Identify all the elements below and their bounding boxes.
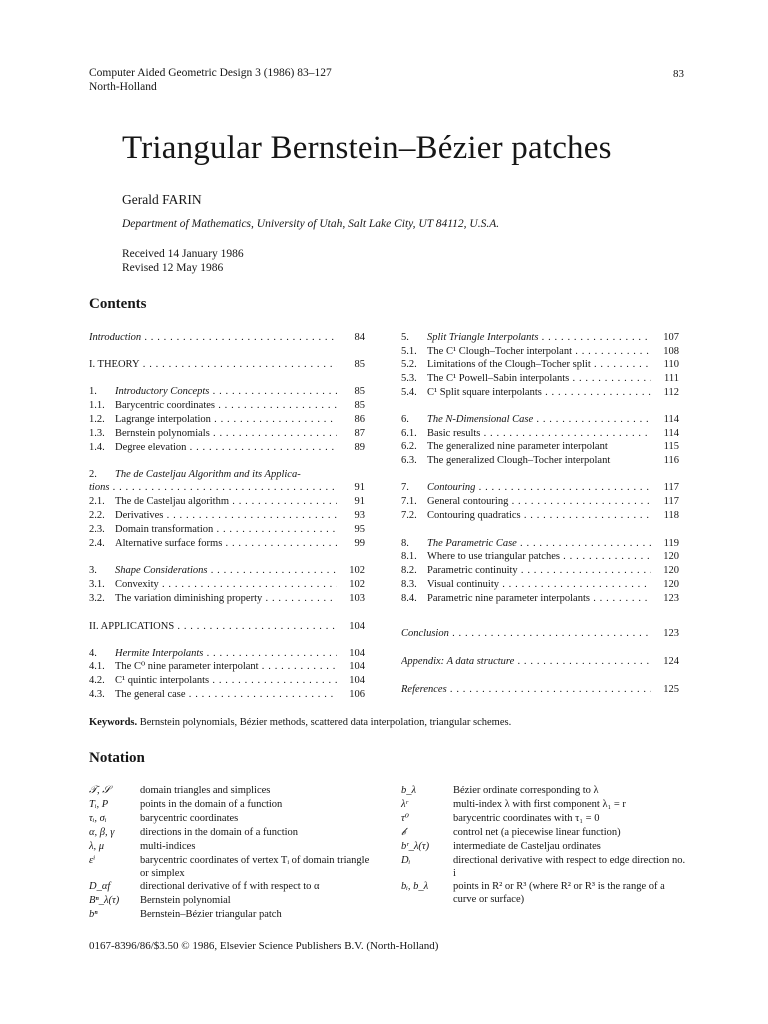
toc-entry [89, 620, 365, 633]
toc-leader-dots [518, 565, 651, 576]
toc-entry-page: 123 [663, 628, 679, 639]
toc-entry-title: The variation diminishing property [115, 593, 263, 604]
toc-entry-title: Visual continuity [427, 579, 499, 590]
toc-entry-title: Introductory Concepts [115, 386, 210, 397]
toc-leader-dots [449, 628, 651, 639]
notation-symbol: bᵢ, b_λ [401, 881, 429, 892]
notation-symbol: 𝒯, 𝒮 [89, 785, 111, 796]
toc-entry [401, 481, 677, 494]
notation-symbol: D_αf [89, 881, 111, 892]
toc-entry-number: 5. [401, 332, 409, 343]
toc-entry-page: 95 [354, 524, 365, 535]
notation-description: points in the domain of a function [140, 799, 283, 810]
toc-entry-page: 117 [663, 496, 679, 507]
toc-entry-number: 1.4. [89, 442, 105, 453]
toc-entry-page: 116 [663, 455, 679, 466]
toc-entry-number: 4.2. [89, 675, 105, 686]
toc-entry-page: 91 [354, 482, 365, 493]
toc-entry-page: 85 [354, 400, 365, 411]
toc-entry-title: Split Triangle Interpolants [427, 332, 539, 343]
toc-leader-dots [542, 387, 651, 398]
toc-entry [401, 550, 677, 563]
toc-entry-page: 103 [349, 593, 365, 604]
toc-leader-dots [447, 684, 651, 695]
toc-entry-title: The generalized nine parameter interpolant [427, 441, 608, 452]
notation-description: directional derivative with respect to edge direction no. i [453, 855, 686, 879]
toc-entry [401, 627, 677, 640]
notation-description: multi-index λ with first component λ₁ = r [453, 799, 626, 810]
toc-entry [401, 537, 677, 550]
toc-entry-number: 2.2. [89, 510, 105, 521]
toc-entry-title: Introduction [89, 332, 142, 343]
toc-entry [401, 386, 677, 399]
toc-leader-dots [572, 346, 651, 357]
toc-entry [89, 564, 365, 577]
toc-entry-page: 106 [349, 689, 365, 700]
toc-entry [401, 564, 677, 577]
toc-leader-dots [203, 648, 337, 659]
toc-entry-page: 114 [663, 414, 679, 425]
toc-entry-page: 102 [349, 579, 365, 590]
notation-symbol: α, β, γ [89, 827, 115, 838]
toc-entry-page: 104 [349, 648, 365, 659]
notation-symbol: Bⁿ_λ(τ) [89, 895, 120, 906]
toc-entry-title: Lagrange interpolation [115, 414, 211, 425]
received-date: Received 14 January 1986 [122, 248, 244, 260]
toc-entry [401, 427, 677, 440]
notation-description: domain triangles and simplices [140, 785, 271, 796]
toc-leader-dots [517, 538, 651, 549]
journal-line-1: Computer Aided Geometric Design 3 (1986) 83–127 [89, 67, 332, 79]
toc-entry-title: Convexity [115, 579, 159, 590]
toc-leader-dots [533, 414, 651, 425]
toc-entry-number: 4.1. [89, 661, 105, 672]
toc-entry [89, 688, 365, 701]
toc-entry-title: Hermite Interpolants [115, 648, 204, 659]
toc-entry-page: 86 [354, 414, 365, 425]
toc-entry-number: 8.1. [401, 551, 417, 562]
toc-entry [89, 537, 365, 550]
toc-leader-dots [141, 332, 337, 343]
toc-entry-title: References [401, 684, 447, 695]
toc-entry-title: The general case [115, 689, 186, 700]
notation-description: Bézier ordinate corresponding to λ [453, 785, 599, 796]
toc-entry [401, 592, 677, 605]
notation-symbol: εⁱ [89, 855, 96, 866]
toc-entry-number: 8.2. [401, 565, 417, 576]
toc-leader-dots [508, 496, 651, 507]
toc-entry-title: tions [89, 482, 110, 493]
toc-entry [89, 674, 365, 687]
toc-leader-dots [186, 689, 337, 700]
toc-entry-page: 89 [354, 442, 365, 453]
toc-entry-number: 6.3. [401, 455, 417, 466]
toc-leader-dots [209, 675, 337, 686]
toc-leader-dots [163, 510, 337, 521]
toc-entry [89, 358, 365, 371]
toc-entry-page: 119 [663, 538, 679, 549]
notation-symbol: λʳ [401, 799, 408, 810]
author-name: Gerald FARIN [122, 192, 202, 207]
toc-entry-page: 111 [664, 373, 679, 384]
notation-symbol: b_λ [401, 785, 417, 796]
toc-entry-number: 6.2. [401, 441, 417, 452]
toc-entry-title: Basic results [427, 428, 481, 439]
toc-entry-page: 117 [663, 482, 679, 493]
toc-entry-page: 93 [354, 510, 365, 521]
notation-description: barycentric coordinates [140, 813, 239, 824]
toc-entry [89, 509, 365, 522]
toc-entry-number: 8. [401, 538, 409, 549]
toc-entry [401, 578, 677, 591]
toc-entry-page: 87 [354, 428, 365, 439]
toc-entry-title: Domain transformation [115, 524, 214, 535]
toc-entry-title: II. APPLICATIONS [89, 621, 175, 632]
toc-entry-number: 7.2. [401, 510, 417, 521]
toc-entry-page: 85 [354, 359, 365, 370]
toc-entry [89, 495, 365, 508]
toc-entry-page: 104 [349, 621, 365, 632]
copyright-footer: 0167-8396/86/$3.50 © 1986, Elsevier Science Publishers B.V. (North-Holland) [89, 940, 439, 952]
toc-entry-page: 112 [663, 387, 679, 398]
toc-entry-number: 1.2. [89, 414, 105, 425]
toc-entry-title: Shape Considerations [115, 565, 208, 576]
toc-leader-dots [499, 579, 651, 590]
toc-entry-number: 4. [89, 648, 97, 659]
notation-heading: Notation [89, 750, 145, 766]
toc-entry [401, 454, 677, 467]
toc-entry [89, 578, 365, 591]
toc-entry-number: 2.4. [89, 538, 105, 549]
toc-leader-dots [213, 524, 337, 535]
toc-entry-title: I. THEORY [89, 359, 140, 370]
toc-entry-title: The C¹ Powell–Sabin interpolants [427, 373, 570, 384]
toc-leader-dots [140, 359, 337, 370]
toc-entry-title: Appendix: A data structure [401, 656, 515, 667]
toc-entry-number: 7.1. [401, 496, 417, 507]
toc-entry-title: Conclusion [401, 628, 449, 639]
toc-leader-dots [229, 496, 337, 507]
toc-entry [401, 440, 677, 453]
toc-entry-number: 2.1. [89, 496, 105, 507]
notation-description: points in R² or R³ (where R² or R³ is the range of a curve or surface) [453, 881, 665, 905]
toc-entry-page: 108 [663, 346, 679, 357]
toc-entry [401, 655, 677, 668]
toc-leader-dots [521, 510, 651, 521]
toc-entry-title: The de Casteljau algorithm [115, 496, 230, 507]
notation-description: barycentric coordinates with τ₁ = 0 [453, 813, 600, 824]
toc-leader-dots [159, 579, 337, 590]
toc-leader-dots [207, 565, 337, 576]
notation-symbol: τᵢ, σᵢ [89, 813, 107, 824]
toc-entry [89, 331, 365, 344]
journal-citation [89, 66, 332, 94]
toc-entry-title: The N-Dimensional Case [427, 414, 534, 425]
toc-entry-page: 125 [663, 684, 679, 695]
toc-leader-dots [514, 656, 651, 667]
toc-entry [89, 647, 365, 660]
toc-entry-title: Bernstein polynomials [115, 428, 210, 439]
toc-entry-number: 3.1. [89, 579, 105, 590]
toc-entry-number: 5.4. [401, 387, 417, 398]
toc-entry [401, 331, 677, 344]
toc-leader-dots [590, 593, 651, 604]
toc-leader-dots [209, 386, 337, 397]
toc-entry-number: 1.3. [89, 428, 105, 439]
toc-entry-number: 7. [401, 482, 409, 493]
toc-entry-title: Alternative surface forms [115, 538, 223, 549]
notation-description: multi-indices [140, 841, 196, 852]
toc-entry-page: 120 [663, 579, 679, 590]
toc-entry [89, 413, 365, 426]
page-number: 83 [673, 68, 684, 80]
keywords-label: Keywords. [89, 717, 138, 728]
toc-entry-page: 124 [663, 656, 679, 667]
toc-entry [89, 468, 365, 481]
toc-leader-dots [262, 593, 337, 604]
notation-symbol: τ⁰ [401, 813, 409, 824]
notation-symbol: 𝒷 [401, 827, 406, 838]
toc-entry-page: 115 [663, 441, 679, 452]
notation-description: control net (a piecewise linear function) [453, 827, 621, 838]
toc-leader-dots [538, 332, 651, 343]
contents-heading: Contents [89, 296, 147, 312]
toc-leader-dots [109, 482, 337, 493]
toc-entry-page: 104 [349, 661, 365, 672]
paper-title: Triangular Bernstein–Bézier patches [122, 130, 612, 166]
toc-entry-title: The generalized Clough–Tocher interpolant [427, 455, 611, 466]
notation-description: intermediate de Casteljau ordinates [453, 841, 601, 852]
toc-entry-page: 114 [663, 428, 679, 439]
toc-entry-number: 5.1. [401, 346, 417, 357]
toc-entry [401, 372, 677, 385]
toc-entry-page: 118 [663, 510, 679, 521]
toc-entry-number: 8.4. [401, 593, 417, 604]
toc-entry [401, 345, 677, 358]
submission-dates [122, 247, 244, 275]
notation-symbol: bⁿ [89, 909, 98, 920]
toc-entry-number: 2.3. [89, 524, 105, 535]
toc-entry [89, 441, 365, 454]
toc-entry-number: 2. [89, 469, 97, 480]
toc-entry-number: 8.3. [401, 579, 417, 590]
toc-entry-page: 110 [663, 359, 679, 370]
toc-entry-number: 6.1. [401, 428, 417, 439]
toc-entry-page: 120 [663, 551, 679, 562]
toc-entry-page: 84 [354, 332, 365, 343]
toc-entry-number: 1.1. [89, 400, 105, 411]
keywords-text: Bernstein polynomials, Bézier methods, scattered data interpolation, triangular schemes. [139, 717, 512, 728]
toc-entry-title: The de Casteljau Algorithm and its Applica- [115, 469, 301, 480]
toc-leader-dots [210, 428, 337, 439]
toc-entry-title: Contouring [427, 482, 476, 493]
toc-entry [89, 660, 365, 673]
keywords [89, 717, 511, 728]
toc-entry-title: C¹ quintic interpolants [115, 675, 210, 686]
toc-entry-title: Where to use triangular patches [427, 551, 560, 562]
toc-entry-title: The C⁰ nine parameter interpolant [115, 661, 259, 672]
notation-symbol: bʳ_λ(τ) [401, 841, 430, 852]
author-affiliation: Department of Mathematics, University of Utah, Salt Lake City, UT 84112, U.S.A. [122, 218, 500, 230]
toc-entry [401, 413, 677, 426]
revised-date: Revised 12 May 1986 [122, 262, 224, 274]
toc-entry-title: General contouring [427, 496, 509, 507]
toc-leader-dots [215, 400, 337, 411]
toc-entry-title: The C¹ Clough–Tocher interpolant [427, 346, 573, 357]
notation-description: directions in the domain of a function [140, 827, 299, 838]
toc-entry [89, 385, 365, 398]
toc-entry-number: 3.2. [89, 593, 105, 604]
toc-entry [401, 495, 677, 508]
toc-entry-number: 5.2. [401, 359, 417, 370]
toc-entry-title: Parametric nine parameter interpolants [427, 593, 590, 604]
notation-description: Bernstein–Bézier triangular patch [140, 909, 282, 920]
notation-description: barycentric coordinates of vertex Tᵢ of domain triangle or simplex [140, 855, 370, 879]
journal-line-2: North-Holland [89, 81, 157, 93]
toc-entry [89, 592, 365, 605]
toc-leader-dots [174, 621, 337, 632]
toc-entry [401, 358, 677, 371]
toc-entry [89, 427, 365, 440]
notation-symbol: Tᵢ, P [89, 799, 109, 810]
notation-description: Bernstein polynomial [140, 895, 231, 906]
toc-entry-title: Limitations of the Clough–Tocher split [427, 359, 591, 370]
toc-entry-title: C¹ Split square interpolants [427, 387, 542, 398]
toc-leader-dots [569, 373, 651, 384]
toc-entry-number: 3. [89, 565, 97, 576]
toc-leader-dots [591, 359, 651, 370]
toc-entry-number: 6. [401, 414, 409, 425]
toc-entry-page: 85 [354, 386, 365, 397]
toc-leader-dots [186, 442, 337, 453]
toc-entry-page: 120 [663, 565, 679, 576]
toc-entry-number: 5.3. [401, 373, 417, 384]
toc-entry-page: 107 [663, 332, 679, 343]
toc-leader-dots [480, 428, 651, 439]
toc-entry [89, 399, 365, 412]
toc-leader-dots [259, 661, 337, 672]
notation-description: directional derivative of f with respect to α [140, 881, 320, 892]
toc-entry [89, 523, 365, 536]
toc-entry-title: Barycentric coordinates [115, 400, 215, 411]
toc-entry [89, 481, 365, 494]
toc-leader-dots [211, 414, 337, 425]
notation-symbol: Dᵢ [401, 855, 411, 866]
toc-leader-dots [560, 551, 651, 562]
toc-entry-page: 123 [663, 593, 679, 604]
toc-entry-title: Contouring quadratics [427, 510, 521, 521]
toc-entry-page: 102 [349, 565, 365, 576]
toc-entry [401, 683, 677, 696]
toc-entry-title: Parametric continuity [427, 565, 518, 576]
toc-entry-number: 4.3. [89, 689, 105, 700]
toc-entry-title: The Parametric Case [427, 538, 517, 549]
toc-leader-dots [475, 482, 651, 493]
notation-symbol: λ, μ [89, 841, 105, 852]
toc-leader-dots [222, 538, 337, 549]
toc-entry-title: Degree elevation [115, 442, 187, 453]
toc-entry [401, 509, 677, 522]
toc-entry-title: Derivatives [115, 510, 164, 521]
toc-entry-number: 1. [89, 386, 97, 397]
toc-entry-page: 104 [349, 675, 365, 686]
toc-entry-page: 91 [354, 496, 365, 507]
toc-entry-page: 99 [354, 538, 365, 549]
